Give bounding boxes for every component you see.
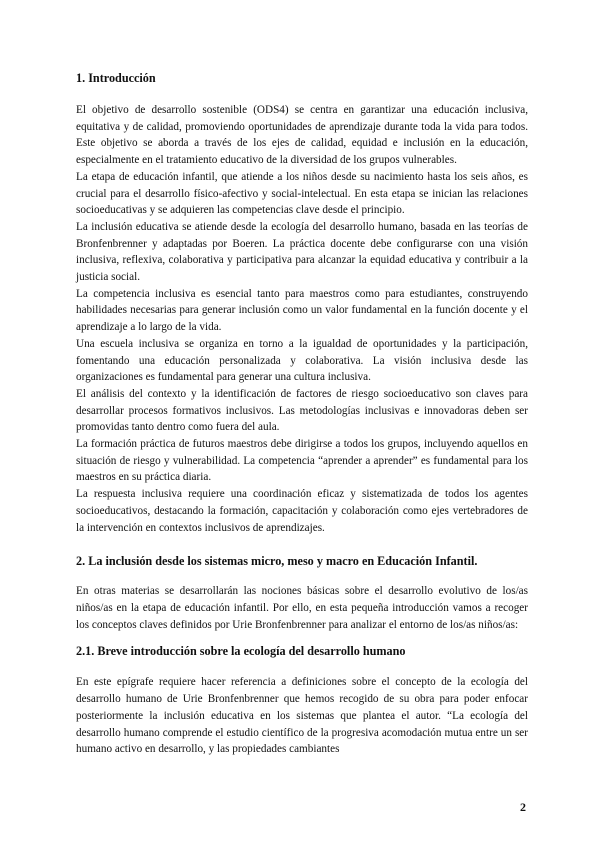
intro-paragraph-8: La respuesta inclusiva requiere una coordinación eficaz y sistematizada de todos los agentes socioeducativos, destacando la formación, capacitación y colaboración como ejes vertebradores de la intervención en contextos inclusivos de aprendizajes. [76, 488, 528, 534]
intro-paragraph-3: La inclusión educativa se atiende desde la ecología del desarrollo humano, basada en las teorías de Bronfenbrenner y adaptadas por Boeren. La práctica docente debe configurarse con una visión inclusiva, reflexiva, colaborativa y participativa para alcanzar la equidad educativa y contribuir a la justicia social. [76, 220, 528, 284]
section-2-1-heading: 2.1. Breve introducción sobre la ecología del desarrollo humano [76, 644, 406, 659]
intro-paragraph-7: La formación práctica de futuros maestros debe dirigirse a todos los grupos, incluyendo aquellos en situación de riesgo y vulnerabilidad. La competencia “aprender a aprender” es fundamental para los maestros en su práctica diaria. [76, 438, 528, 484]
page-number: 2 [520, 800, 526, 814]
intro-paragraph-6: El análisis del contexto y la identificación de factores de riesgo socioeducativo son claves para desarrollar procesos formativos inclusivos. Las metodologías inclusivas e innovadoras deben ser promovidas tanto dentro como fuera del aula. [76, 387, 528, 434]
section-2-paragraph: En otras materias se desarrollarán las nociones básicas sobre el desarrollo evolutivo de los/as niños/as en la etapa de educación infantil. Por ello, en esta pequeña introducción vamos a recoger los conceptos claves definidos por Urie Bronfenbrenner para analizar el entorno de los/as niños/as: [76, 585, 528, 631]
intro-paragraph-5: Una escuela inclusiva se organiza en torno a la igualdad de oportunidades y la participación, fomentando una educación personalizada y colaborativa. La visión inclusiva desde las organizaciones es fundamental para generar una cultura inclusiva. [76, 337, 528, 384]
intro-paragraph-2: La etapa de educación infantil, que atiende a los niños desde su nacimiento hasta los seis años, es crucial para el desarrollo físico-afectivo y social-intelectual. En esta etapa se inician las relaciones socioeducativas y se adquieren las competencias clave desde el principio. [76, 170, 528, 217]
intro-paragraph-4: La competencia inclusiva es esencial tanto para maestros como para estudiantes, construyendo habilidades necesarias para generar inclusión como un valor fundamental en la función docente y el aprendizaje a lo largo de la vida. [76, 287, 528, 334]
section-1-heading: 1. Introducción [76, 71, 156, 85]
page-content [76, 70, 528, 758]
section-2-1-paragraph: En este epígrafe requiere hacer referencia a definiciones sobre el concepto de la ecología del desarrollo humano de Urie Bronfenbrenner que hemos recogido de su obra para poder enfocar posteriormente la inclusión educativa en los sistemas que plantea el autor. “La ecología del desarrollo humano comprende el estudio científico de la progresiva acomodación mutua entre un ser humano activo en desarrollo, y las propiedades cambiantes [76, 676, 528, 756]
intro-paragraph-1: El objetivo de desarrollo sostenible (ODS4) se centra en garantizar una educación inclusiva, equitativa y de calidad, promoviendo oportunidades de aprendizaje durante toda la vida para todos. Este objetivo se aborda a través de los ejes de calidad, equidad e inclusión en la educación, especialmente en el tratamiento educativo de la diversidad de los grupos vulnerables. [76, 104, 528, 167]
section-2-heading: 2. La inclusión desde los sistemas micro, meso y macro en Educación Infantil. [76, 554, 478, 569]
